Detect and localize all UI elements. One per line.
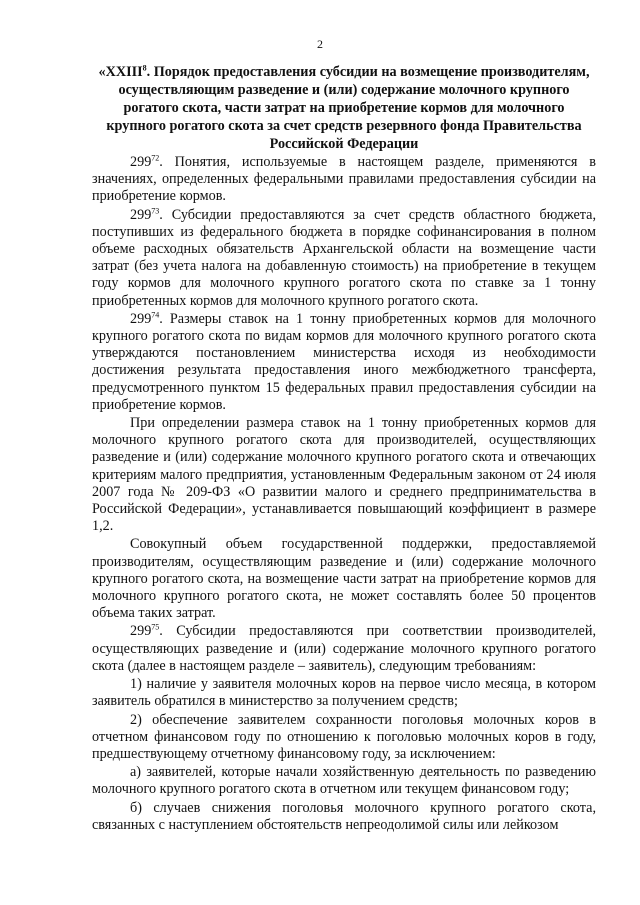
paragraph-text: б) случаев снижения поголовья молочного крупного рогатого скота, связанных с наступлением обстоятельств непреодолимой силы или лейкозом: [92, 799, 596, 833]
paragraph-text: Совокупный объем государственной поддержки, предоставляемой производителям, осуществляющим разведение и (или) содержание молочного крупного рогатого скота, на возмещение части затрат на приобретение кормов для молочного крупного рогатого скота, не может составлять более 50 процентов объема таких затрат.: [92, 536, 596, 622]
paragraph-text: . Субсидии предоставляются за счет средств областного бюджета, поступивших из федерального бюджета в порядке софинансирования в полном объеме расходных обязательств Архангельской области на возмещение части затрат (без учета налога на добавленную стоимость) на приобретение в текущем году кормов для молочного крупного рогатого скота по ставке за 1 тонну приобретенных кормов для молочного крупного рогатого скота.: [92, 206, 596, 309]
list-item-a: [92, 764, 596, 798]
paragraph-text: . Размеры ставок на 1 тонну приобретенных кормов для молочного крупного рогатого скота по видам кормов для молочного крупного рогатого скота утверждаются постановлением министерства исходя из необходимости достижения результата предоставления иного межбюджетного трансферта, предусмотренного пунктом 15 федеральных правил предоставления субсидии на приобретение кормов.: [92, 310, 596, 413]
paragraph-text: а) заявителей, которые начали хозяйственную деятельность по разведению молочного крупного рогатого скота в отчетном или текущем финансовом году;: [92, 764, 596, 798]
paragraph-299-75: [92, 623, 596, 675]
paragraph-299-72: [92, 154, 596, 206]
paragraph-text: 2) обеспечение заявителем сохранности поголовья молочных коров в отчетном финансовом году по отношению к поголовью молочных коров в году, предшествующему отчетному финансовому году, за исключением:: [92, 711, 596, 762]
list-item-b: [92, 800, 596, 834]
heading-text: . Порядок предоставления субсидии на возмещение производителям, осуществляющим разведение и (или) содержание молочного крупного рогатого скота, части затрат на приобретение кормов для молочного крупного рогатого скота за счет средств резервного фонда Правительства Российской Федерации: [106, 64, 590, 152]
paragraph-rate-coefficient: [92, 415, 596, 535]
paragraph-299-74: [92, 311, 596, 414]
paragraph-number-superscript: 73: [151, 205, 160, 215]
list-item-2: [92, 712, 596, 764]
paragraph-number: 299: [130, 206, 152, 223]
page-number: 2: [317, 37, 323, 51]
paragraph-299-73: [92, 207, 596, 310]
heading-prefix: «XXIII: [98, 64, 143, 80]
paragraph-text: При определении размера ставок на 1 тонну приобретенных кормов для молочного крупного рогатого скота для производителей, осуществляющих разведение и (или) содержание молочного крупного рогатого скота и отвечающих критериям малого предприятия, установленным Федеральным законом от 24 июля 2007 года № 209-ФЗ «О развитии малого и среднего предпринимательства в Российской Федерации», устанавливается повышающий коэффициент в размере 1,2.: [92, 415, 596, 535]
paragraph-number-superscript: 75: [151, 622, 160, 632]
paragraph-number: 299: [130, 623, 152, 640]
document-body: [92, 154, 596, 834]
paragraph-number-superscript: 74: [151, 310, 160, 320]
paragraph-number: 299: [130, 154, 152, 170]
section-heading: [92, 63, 596, 153]
paragraph-text: . Субсидии предоставляются при соответствии производителей, осуществляющих разведение и (или) содержание молочного крупного рогатого скота (далее в настоящем разделе – заявитель), следующим требованиям:: [92, 623, 596, 674]
paragraph-number: 299: [130, 310, 152, 327]
paragraph-support-volume: [92, 536, 596, 622]
heading-prefix-superscript: 8: [142, 63, 147, 73]
paragraph-text: 1) наличие у заявителя молочных коров на первое число месяца, в котором заявитель обратился в министерство за получением средств;: [92, 676, 596, 710]
paragraph-number-superscript: 72: [151, 153, 160, 163]
list-item-1: [92, 676, 596, 710]
paragraph-text: . Понятия, используемые в настоящем разделе, применяются в значениях, определенных федеральными правилами предоставления субсидии на приобретение кормов.: [92, 154, 596, 205]
